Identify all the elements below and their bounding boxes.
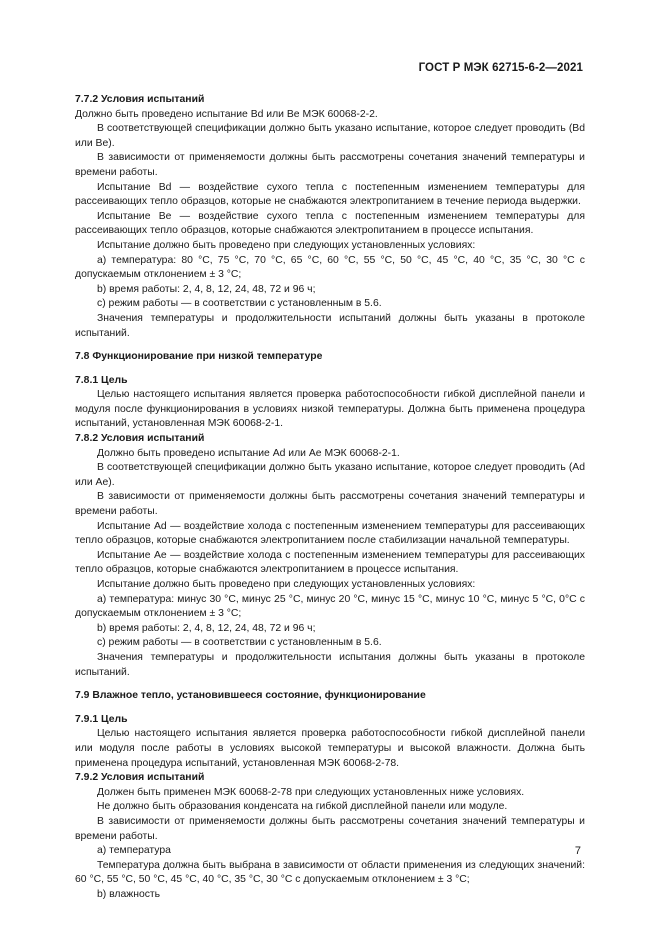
paragraph: Должно быть проведено испытание Ad или Ae МЭК 60068-2-1. bbox=[97, 447, 400, 459]
paragraph: Целью настоящего испытания является проверка работоспособности гибкой дисплейной панели или модуля после работы в условиях высокой температуры и высокой влажности. Должна быть применена процедура испытаний, установленная МЭК 60068-2-78. bbox=[75, 728, 585, 769]
document-id-header: ГОСТ Р МЭК 62715-6-2—2021 bbox=[418, 62, 583, 74]
list-item: c) режим работы — в соответствии с установленным в 5.6. bbox=[97, 298, 382, 310]
paragraph: Испытание Be — воздействие сухого тепла с постепенным изменением температуры для рассеивающих тепло образцов, которые снабжаются электропитанием в процессе испытания. bbox=[75, 210, 585, 237]
list-item: c) режим работы — в соответствии с установленным в 5.6. bbox=[97, 637, 382, 649]
list-item: b) влажность bbox=[97, 888, 161, 900]
heading-7-9-2: 7.9.2 Условия испытаний bbox=[75, 772, 205, 784]
paragraph: Должно быть проведено испытание Bd или Be МЭК 60068-2-2. bbox=[75, 108, 378, 120]
paragraph: В зависимости от применяемости должны быть рассмотрены сочетания значений температуры и времени работы. bbox=[75, 815, 585, 842]
heading-7-8-1: 7.8.1 Цель bbox=[75, 374, 128, 386]
paragraph: Значения температуры и продолжительности испытаний должны быть указаны в протоколе испытаний. bbox=[75, 312, 585, 339]
page-number: 7 bbox=[574, 845, 581, 857]
paragraph: В зависимости от применяемости должны быть рассмотрены сочетания значений температуры и времени работы. bbox=[75, 152, 585, 178]
paragraph: Значения температуры и продолжительности испытания должны быть указаны в протоколе испытаний. bbox=[75, 651, 585, 678]
list-item: b) время работы: 2, 4, 8, 12, 24, 48, 72 и 96 ч; bbox=[97, 622, 316, 634]
heading-7-9: 7.9 Влажное тепло, установившееся состояние, функционирование bbox=[75, 690, 426, 702]
paragraph: В соответствующей спецификации должно быть указано испытание, которое следует проводить (Ad или Ae). bbox=[75, 462, 585, 488]
list-item: b) время работы: 2, 4, 8, 12, 24, 48, 72 и 96 ч; bbox=[97, 283, 316, 295]
list-item: a) температура bbox=[97, 845, 171, 857]
paragraph: Целью настоящего испытания является проверка работоспособности гибкой дисплейной панели и модуля после функционирования в условиях низкой температуры. Должна быть применена процедура испытаний, установленная МЭК 60068-2-1. bbox=[75, 389, 585, 430]
heading-7-7-2: 7.7.2 Условия испытаний bbox=[75, 94, 205, 105]
list-item: a) температура: 80 °С, 75 °С, 70 °С, 65 °С, 60 °С, 55 °С, 50 °С, 45 °С, 40 °С, 35 °С, 30 °С с допускаемым отклонением ± 3 °С; bbox=[75, 254, 585, 281]
paragraph: Должен быть применен МЭК 60068-2-78 при следующих установленных ниже условиях. bbox=[97, 786, 525, 798]
heading-7-8: 7.8 Функционирование при низкой температуре bbox=[75, 351, 323, 363]
paragraph: Испытание должно быть проведено при следующих установленных условиях: bbox=[97, 239, 476, 251]
paragraph: Испытание Ae — воздействие холода с постепенным изменением температуры для рассеивающих тепло образцов, которые снабжаются электропитанием в процессе испытания. bbox=[75, 549, 585, 576]
paragraph: В зависимости от применяемости должны быть рассмотрены сочетания значений температуры и времени работы. bbox=[75, 491, 585, 518]
heading-7-9-1: 7.9.1 Цель bbox=[75, 713, 128, 725]
paragraph: Испытание должно быть проведено при следующих установленных условиях: bbox=[97, 579, 476, 590]
document-body bbox=[75, 93, 585, 902]
paragraph: Испытание Ad — воздействие холода с постепенным изменением температуры для рассеивающих тепло образцов, которые снабжаются электропитанием после стабилизации начальной температуры. bbox=[75, 520, 585, 547]
paragraph: В соответствующей спецификации должно быть указано испытание, которое следует проводить (Bd или Be). bbox=[75, 123, 585, 149]
paragraph: Испытание Bd — воздействие сухого тепла с постепенным изменением температуры для рассеивающих тепло образцов, которые не снабжаются электропитанием в течение периода выдержки. bbox=[75, 181, 585, 208]
paragraph: Не должно быть образования конденсата на гибкой дисплейной панели или модуле. bbox=[97, 801, 508, 813]
heading-7-8-2: 7.8.2 Условия испытаний bbox=[75, 433, 205, 445]
paragraph: Температура должна быть выбрана в зависимости от области применения из следующих значений: 60 °С, 55 °С, 50 °С, 45 °С, 40 °С, 35 °С, 30 °С с допускаемым отклонением ± 3 °С; bbox=[75, 859, 585, 886]
list-item: a) температура: минус 30 °С, минус 25 °С, минус 20 °С, минус 15 °С, минус 10 °С, минус 5 °С, 0°С с допускаемым отклонением ± 3 °С; bbox=[75, 593, 585, 620]
